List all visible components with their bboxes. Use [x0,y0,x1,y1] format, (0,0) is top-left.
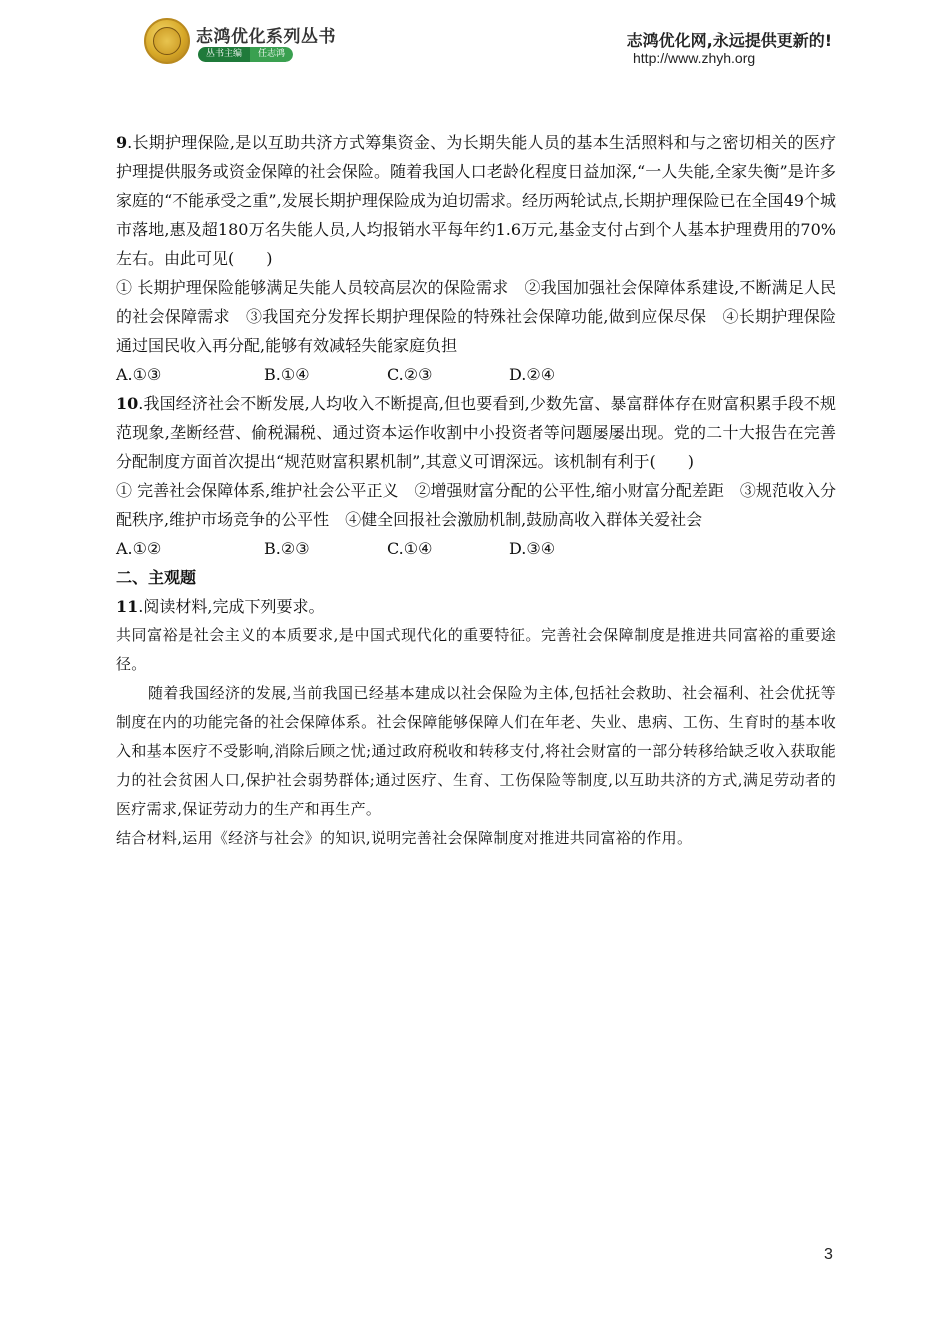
question-10-text: .我国经济社会不断发展,人均收入不断提高,但也要看到,少数先富、暴富群体存在财富积累手段不规范现象,垄断经营、偷税漏税、通过资本运作收割中小投资者等问题屡屡出现。党的二十大报告在完善分配制度方面首次提出“规范财富积累机制”,其意义可谓深远。该机制有利于( ) [116,394,836,471]
option-d: D.②④ [509,365,556,384]
question-10-options [116,534,836,563]
header-url[interactable]: http://www.zhyh.org [633,50,756,66]
option-a: A.①③ [116,365,162,384]
question-11-requirement: 结合材料,运用《经济与社会》的知识,说明完善社会保障制度对推进共同富裕的作用。 [116,829,693,847]
option-a: A.①② [116,539,162,558]
editor-name: 任志鸿 [250,47,293,62]
section-heading: 二、主观题 [116,568,197,587]
series-logo-icon [144,18,190,64]
option-c: C.②③ [387,365,433,384]
question-9-statements: ① 长期护理保险能够满足失能人员较高层次的保险需求 ②我国加强社会保障体系建设,不断满足人民的社会保障需求 ③我国充分发挥长期护理保险的特殊社会保障功能,做到应保尽保 ④长期护理保险通过国民收入再分配,能够有效减轻失能家庭负担 [116,278,836,355]
option-d: D.③④ [509,539,556,558]
question-9-text: .长期护理保险,是以互助共济方式筹集资金、为长期失能人员的基本生活照料和与之密切相关的医疗护理提供服务或资金保障的社会保险。随着我国人口老龄化程度日益加深,“一人失能,全家失衡”是许多家庭的“不能承受之重”,发展长期护理保险成为迫切需求。经历两轮试点,长期护理保险已在全国49个城市落地,惠及超180万名失能人员,人均报销水平每年约1.6万元,基金支付占到个人基本护理费用的70%左右。由此可见( ) [116,133,836,268]
page-number: 3 [824,1246,833,1263]
header-slogan: 志鸿优化网,永远提供更新的! [626,31,832,50]
question-9-options [116,360,836,389]
question-11-number: 11 [116,597,139,616]
editor-badge [198,47,293,62]
document-body [116,128,836,853]
question-10-number: 10 [116,394,139,413]
option-b: B.②③ [264,539,310,558]
series-title: 志鸿优化系列丛书 [196,27,336,47]
editor-label: 丛书主编 [198,47,250,62]
question-10-statements: ① 完善社会保障体系,维护社会公平正义 ②增强财富分配的公平性,缩小财富分配差距 ③规范收入分配秩序,维护市场竞争的公平性 ④健全回报社会激励机制,鼓励高收入群体关爱社会 [116,481,836,529]
option-b: B.①④ [264,365,310,384]
option-c: C.①④ [387,539,433,558]
question-10-stem [116,389,836,476]
material-paragraph-2: 随着我国经济的发展,当前我国已经基本建成以社会保险为主体,包括社会救助、社会福利、社会优抚等制度在内的功能完备的社会保障体系。社会保障能够保障人们在年老、失业、患病、工伤、生育时的基本收入和基本医疗不受影响,消除后顾之忧;通过政府税收和转移支付,将社会财富的一部分转移给缺乏收入获取能力的社会贫困人口,保护社会弱势群体;通过医疗、生育、工伤保险等制度,以互助共济的方式,满足劳动者的医疗需求,保证劳动力的生产和再生产。 [116,684,836,818]
question-9-stem [116,128,836,273]
question-9-number: 9 [116,133,128,152]
question-11-text: .阅读材料,完成下列要求。 [138,597,325,616]
question-11-stem [116,592,836,621]
material-paragraph-1: 共同富裕是社会主义的本质要求,是中国式现代化的重要特征。完善社会保障制度是推进共同富裕的重要途径。 [116,626,836,673]
page-header [0,0,950,90]
